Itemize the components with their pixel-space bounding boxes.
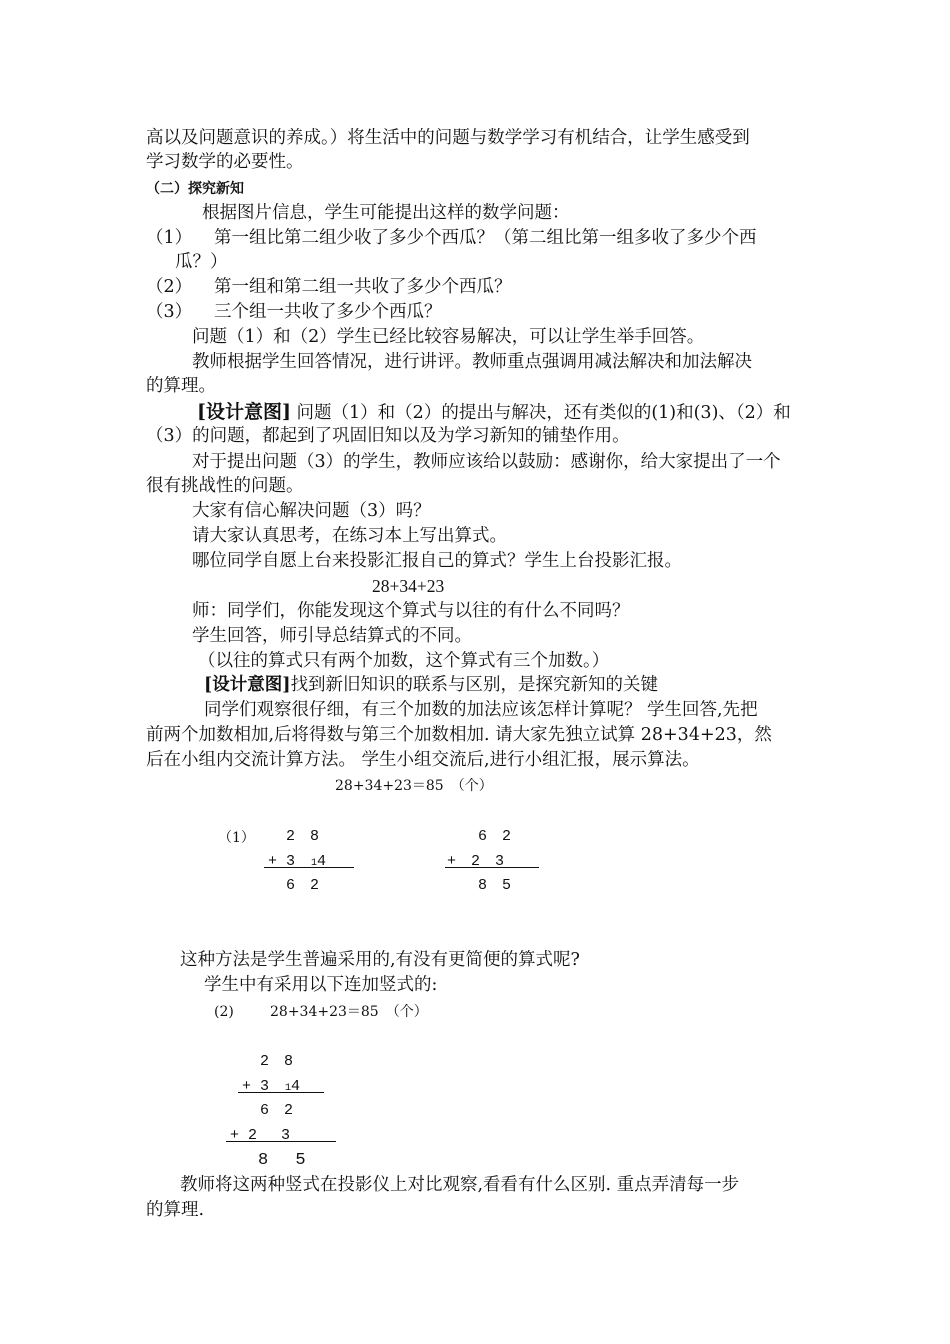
calc-row: 8 5 (478, 877, 512, 894)
text-line: 的算理. (146, 1200, 205, 1220)
calc-row: + 2 3 (230, 1127, 291, 1144)
text-line: 根据图片信息，学生可能提出这样的数学问题： (202, 203, 570, 223)
text-line: 请大家认真思考，在练习本上写出算式。 (192, 526, 507, 546)
carry-digit: 1 (285, 1083, 292, 1094)
text-line: 这种方法是学生普遍采用的,有没有更简便的算式呢? (180, 950, 580, 970)
calc-underline (264, 867, 354, 868)
calc-row: 2 8 (286, 828, 320, 845)
calc-row: + 2 3 (447, 853, 505, 870)
calc-row: 8 5 (258, 1151, 306, 1170)
list-item: 第一组和第二组一共收了多少个西瓜？ (214, 277, 512, 297)
calc-digit: 4 (317, 853, 327, 870)
design-intent-paragraph (204, 673, 658, 697)
design-intent-label: [设计意图] (197, 401, 291, 423)
design-intent-label: [设计意图] (204, 675, 291, 695)
text-line: 问题（1）和（2）的提出与解决，还有类似的(1)和(3)、（2）和 (290, 403, 791, 423)
calc-underline (445, 867, 539, 868)
calc-addend: + 3 (268, 853, 296, 870)
equation: 28+34+23＝85 （个） (270, 1004, 428, 1020)
calc-underline (226, 1141, 336, 1142)
text-line: 瓜？） (175, 252, 228, 272)
text-line: 同学们观察很仔细，有三个加数的加法应该怎样计算呢？ 学生回答,先把 (204, 700, 758, 720)
text-line: 高以及问题意识的养成。）将生活中的问题与数学学习有机结合，让学生感受到 (146, 128, 750, 148)
text-line: 问题（1）和（2）学生已经比较容易解决，可以让学生举手回答。 (192, 327, 705, 347)
section-heading: （二）探究新知 (146, 181, 244, 197)
text-line: 哪位同学自愿上台来投影汇报自己的算式？学生上台投影汇报。 (192, 551, 682, 571)
text-line: 学生回答，师引导总结算式的不同。 (192, 626, 472, 646)
calc-row (268, 850, 326, 876)
carry-digit: 1 (311, 858, 318, 869)
calc-row: 6 2 (478, 828, 512, 845)
calc-digit: 4 (291, 1078, 301, 1095)
text-line: （3）的问题，都起到了巩固旧知以及为学习新知的铺垫作用。 (146, 426, 630, 446)
calc-row: 6 2 (260, 1102, 294, 1119)
equation: 28+34+23＝85 （个） (335, 778, 493, 794)
design-intent-paragraph (197, 400, 791, 425)
calc-label: （1） (218, 830, 255, 846)
text-line: 师：同学们，你能发现这个算式与以往的有什么不同吗？ (192, 601, 630, 621)
expression: 28+34+23 (372, 576, 445, 596)
calc-row: 6 2 (286, 877, 320, 894)
list-number: （2） (146, 277, 193, 297)
text-line: 对于提出问题（3）的学生，教师应该给以鼓励：感谢你，给大家提出了一个 (192, 452, 781, 472)
calc-label: (2) (214, 1004, 234, 1020)
list-item: 第一组比第二组少收了多少个西瓜？（第二组比第一组多收了多少个西 (214, 228, 757, 248)
text-line: 找到新旧知识的联系与区别，是探究新知的关键 (290, 675, 659, 695)
text-line: 教师根据学生回答情况，进行讲评。教师重点强调用减法解决和加法解决 (192, 352, 752, 372)
calc-row: 2 8 (260, 1053, 294, 1070)
text-line: 大家有信心解决问题（3）吗？ (192, 501, 431, 521)
text-line: （以往的算式只有两个加数，这个算式有三个加数。） (198, 651, 610, 671)
text-line: 教师将这两种竖式在投影仪上对比观察,看看有什么区别. 重点弄清每一步 (180, 1175, 740, 1195)
calc-underline (238, 1092, 324, 1093)
text-line: 很有挑战性的问题。 (146, 476, 304, 496)
text-line: 后在小组内交流计算方法。 学生小组交流后,进行小组汇报，展示算法。 (146, 750, 700, 770)
calc-addend: + 3 (242, 1078, 270, 1095)
list-number: （3） (146, 302, 193, 322)
text-line: 学习数学的必要性。 (146, 152, 304, 172)
text-line: 的算理。 (146, 376, 216, 396)
text-line: 前两个加数相加,后将得数与第三个加数相加. 请大家先独立试算 28+34+23，然 (146, 725, 772, 745)
text-line: 学生中有采用以下连加竖式的: (204, 975, 438, 995)
list-item: 三个组一共收了多少个西瓜？ (214, 302, 442, 322)
list-number: （1） (146, 228, 193, 248)
calc-row (242, 1075, 300, 1101)
